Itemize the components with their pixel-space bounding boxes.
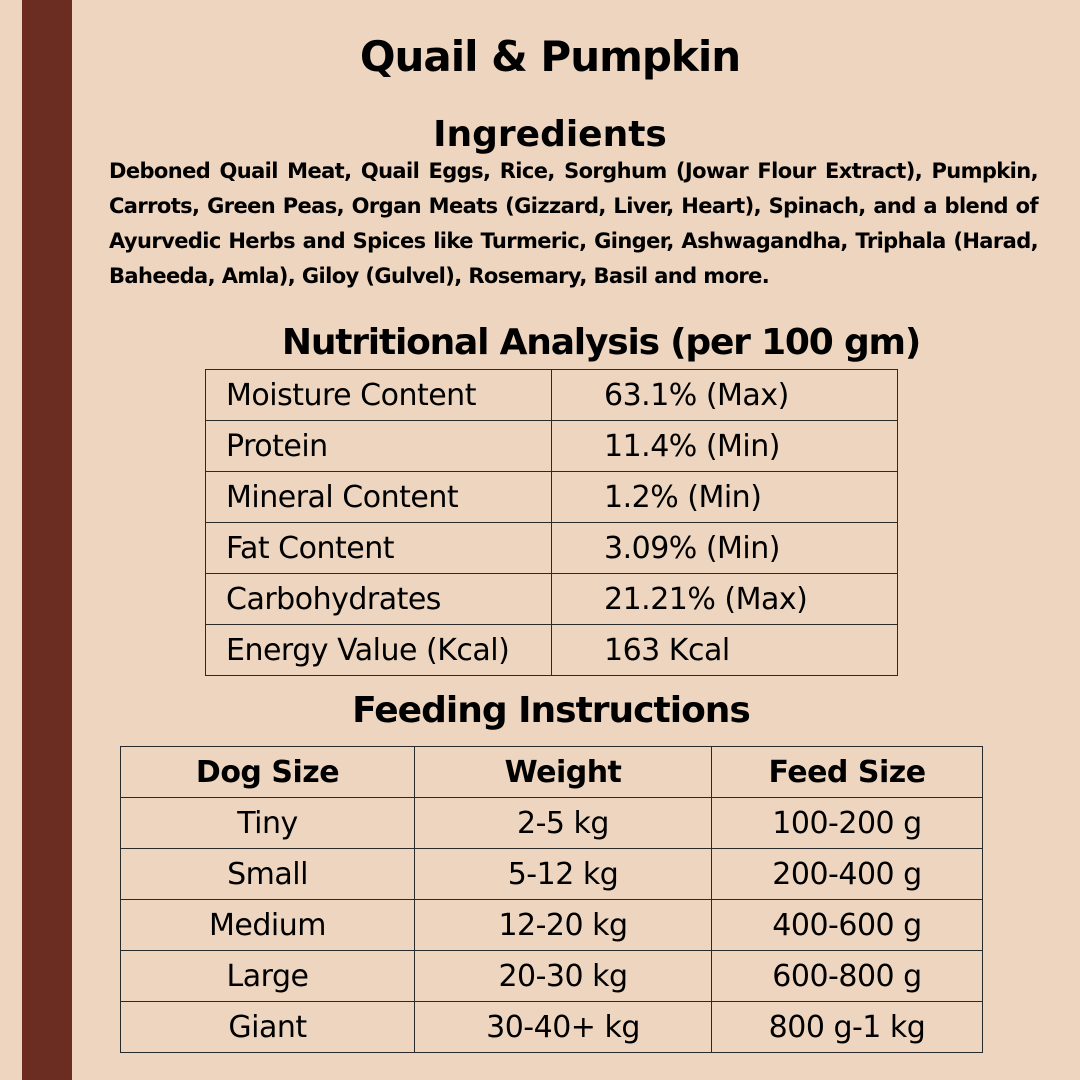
feeding-row — [121, 1002, 983, 1053]
feeding-heading: Feeding Instructions — [352, 690, 750, 731]
nutrition-label: Moisture Content — [206, 370, 552, 421]
nutrition-table — [205, 369, 898, 676]
feeding-row — [121, 951, 983, 1002]
feed-size-cell: 200-400 g — [712, 849, 983, 900]
ingredients-heading: Ingredients — [433, 114, 667, 155]
feeding-row — [121, 849, 983, 900]
feed-size-cell: 800 g-1 kg — [712, 1002, 983, 1053]
weight-cell: 20-30 kg — [415, 951, 712, 1002]
nutrition-row — [206, 625, 898, 676]
column-header-feed-size: Feed Size — [712, 747, 983, 798]
nutrition-label: Protein — [206, 421, 552, 472]
nutrition-row — [206, 574, 898, 625]
product-title: Quail & Pumpkin — [359, 32, 741, 81]
nutrition-value: 63.1% (Max) — [552, 370, 898, 421]
weight-cell: 5-12 kg — [415, 849, 712, 900]
nutrition-row — [206, 421, 898, 472]
nutrition-heading: Nutritional Analysis (per 100 gm) — [281, 322, 921, 363]
feed-size-cell: 600-800 g — [712, 951, 983, 1002]
column-header-weight: Weight — [415, 747, 712, 798]
dog-size-cell: Large — [121, 951, 415, 1002]
feed-size-cell: 100-200 g — [712, 798, 983, 849]
feeding-header-row — [121, 747, 983, 798]
nutrition-label: Mineral Content — [206, 472, 552, 523]
nutrition-row — [206, 370, 898, 421]
side-accent-bar — [22, 0, 72, 1080]
dog-size-cell: Giant — [121, 1002, 415, 1053]
feeding-row — [121, 900, 983, 951]
weight-cell: 12-20 kg — [415, 900, 712, 951]
nutrition-value: 11.4% (Min) — [552, 421, 898, 472]
nutrition-row — [206, 472, 898, 523]
nutrition-value: 1.2% (Min) — [552, 472, 898, 523]
ingredients-text: Deboned Quail Meat, Quail Eggs, Rice, Sorghum (Jowar Flour Extract), Pumpkin, Carrots, Green Peas, Organ Meats (Gizzard, Liver, Heart), Spinach, and a blend of Ayurvedic Herbs and Spices like Turmeric, Ginger, Ashwagandha, Triphala (Harad, Baheeda, Amla), Giloy (Gulvel), Rosemary, Basil and more. — [109, 159, 1038, 288]
nutrition-row — [206, 523, 898, 574]
feeding-table — [120, 746, 983, 1053]
nutrition-value: 3.09% (Min) — [552, 523, 898, 574]
nutrition-value: 21.21% (Max) — [552, 574, 898, 625]
dog-size-cell: Medium — [121, 900, 415, 951]
weight-cell: 30-40+ kg — [415, 1002, 712, 1053]
weight-cell: 2-5 kg — [415, 798, 712, 849]
dog-size-cell: Tiny — [121, 798, 415, 849]
nutrition-label: Energy Value (Kcal) — [206, 625, 552, 676]
nutrition-label: Carbohydrates — [206, 574, 552, 625]
dog-size-cell: Small — [121, 849, 415, 900]
feed-size-cell: 400-600 g — [712, 900, 983, 951]
feeding-row — [121, 798, 983, 849]
nutrition-value: 163 Kcal — [552, 625, 898, 676]
column-header-dog-size: Dog Size — [121, 747, 415, 798]
nutrition-label: Fat Content — [206, 523, 552, 574]
